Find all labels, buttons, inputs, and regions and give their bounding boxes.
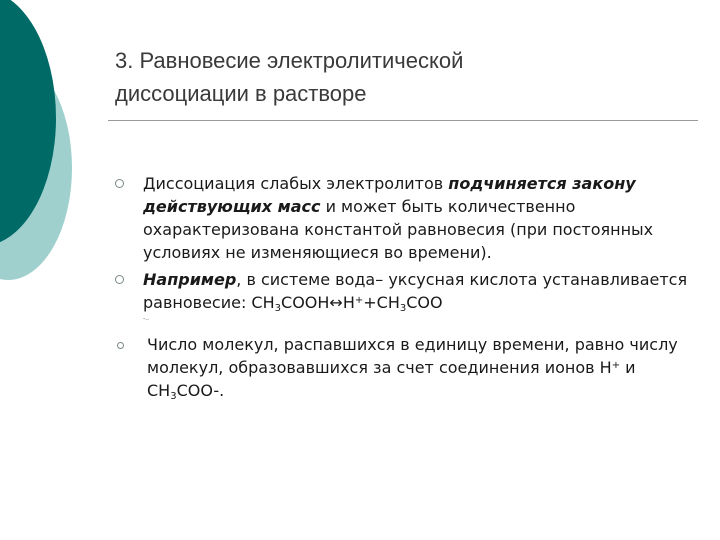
bullet-item: Например, в системе вода– уксусная кислота устанавливается равновесие: $CH_3COOH\leftrightarrow H^++CH_3COO$ -.. <box>115 268 695 323</box>
title-divider <box>108 120 698 121</box>
slide-title <box>115 44 675 110</box>
bullet-ring-icon <box>115 275 124 284</box>
bullet-ring-icon <box>117 342 124 349</box>
bullet-ring-icon <box>115 179 124 188</box>
bullet-item: Диссоциация слабых электролитов подчиняется закону действующих масс и может быть количественно охарактеризована константой равновесия (при постоянных условиях не изменяющиеся во времени). <box>115 172 695 264</box>
title-line-1: 3. Равновесие электролитической <box>115 48 464 73</box>
decorative-circles <box>0 0 120 300</box>
bullet-list <box>115 172 695 402</box>
bullet-item: Число молекул, распавшихся в единицу времени, равно числу молекул, образовавшихся за счет соединения ионов H+ и $CH_3COO-$. <box>115 333 695 402</box>
overflow-fragment: -.. <box>143 315 149 322</box>
title-line-2: диссоциации в растворе <box>115 81 367 106</box>
